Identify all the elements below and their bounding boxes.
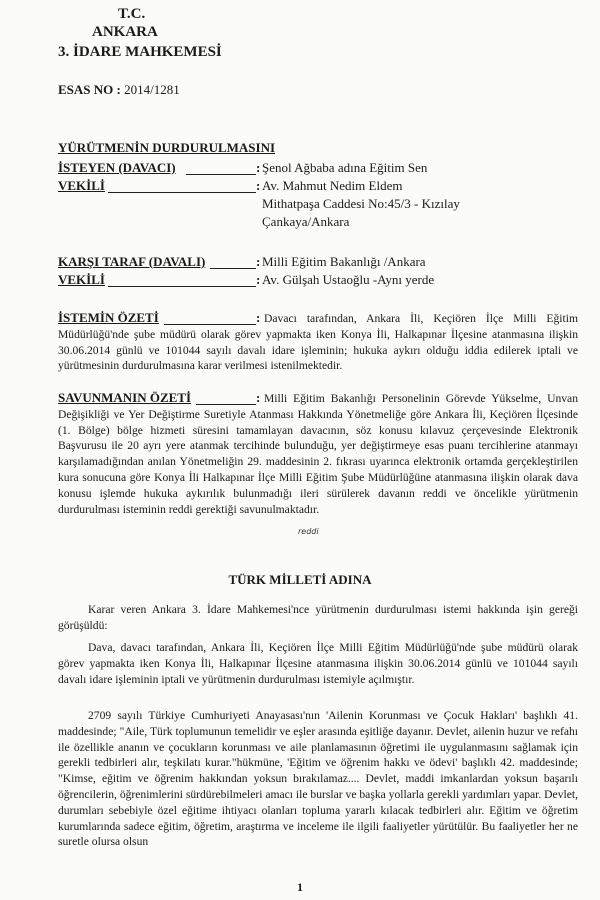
esas-number xyxy=(58,82,180,98)
header-court: 3. İDARE MAHKEMESİ xyxy=(58,44,222,60)
decision-paragraph-2: Dava, davacı tarafından, Ankara İli, Keçiören İlçe Milli Eğitim Müdürlüğü'nde şube müdürü olarak görev yapmakta iken Konya İli, Halkapınar İlçesine atanmasına ilişkin 30.06.2014 günlü ve 101044 sayılı davalı idare işleminin iptali ve yürütmenin durdurulması istemiyle açılmıştır. xyxy=(58,641,578,686)
defense-summary-label: SAVUNMANIN ÖZETİ xyxy=(58,390,192,405)
esas-label: ESAS NO : xyxy=(58,82,121,97)
plaintiff-attorney-address2: Çankaya/Ankara xyxy=(262,214,350,229)
defendant-fill-line xyxy=(210,268,256,269)
plaintiff-attorney-address1: Mithatpaşa Caddesi No:45/3 - Kızılay xyxy=(262,196,460,211)
plaintiff-attorney-name: Av. Mahmut Nedim Eldem xyxy=(262,178,403,193)
request-title: YÜRÜTMENİN DURDURULMASINI xyxy=(58,140,276,155)
handwritten-note: reddi xyxy=(298,527,319,536)
esas-value: 2014/1281 xyxy=(124,82,180,97)
defendant-attorney-value: Av. Gülşah Ustaoğlu -Aynı yerde xyxy=(262,272,435,287)
header-tc: T.C. xyxy=(118,6,146,22)
document-page: T.C. ANKARA 3. İDARE MAHKEMESİ ESAS NO : 2014/1281 YÜRÜTMENİN DURDURULMASINI İSTEYEN (DAVACI) : Şenol Ağbaba adına Eğitim Sen VEKİLİ : Av. Mahmut Nedim Eldem Mithatpaşa Caddesi No:45/3 - Kızılay Çankaya/Ankara KARŞI TARAF (DAVALI) : Milli Eğitim Bakanlığı /Ankara VEKİLİ : Av. Gülşah Ustaoğlu -Aynı yerde İSTEMİN ÖZETİ : Davacı tarafından, Ankara İli, Keçiören İlçe Milli Eğitim Müdürlüğü'nde şube müdürü olarak görev yapmakta iken Konya İli, Halkapınar İlçesine atanmasına ilişkin 30.06.2014 günlü ve 101044 sayılı davalı idare işleminin; hukuka aykırı olduğu iddia edilerek iptali ve yürütmesinin durdurulmasına karar verilmesi istenilmektedir. SAVUNMANIN ÖZETİ : Milli Eğitim Bakanlığı Personelinin Görevde Yükselme, Unvan Değişikliği ve Yer Değiştirme Suretiyle Atanması Hakkında Yönetmeliğe göre Ankara İli, Keçiören İlçesinde (1. Bölge) bölge hizmeti süresini tamamlayan davacının, söz konusu kılavuz çerçevesinde Elektronik Başvurusu ile 20 ayrı yere atanmak tercihinde bulunduğu, yer değiştirmeye esas puanı tercihlerine atanmayı karşılamadığından anılan Yönetmeliğin 29. maddesinin 2. fıkrası uyarınca elektronik ortamda gerçekleştirilen kura sonucuna göre Konya İli Halkapınar İlçe Milli Eğitim Şube Müdürlüğüne atanmasına ilişkin olarak dava konusu işlemde hukuka aykırılık bulunmadığı ileri sürülerek davanın reddi ve öncelikle yürütmenin durdurulması isteminin reddi gerektiği savunulmaktadır. reddi TÜRK MİLLETİ ADINA Karar veren Ankara 3. İdare Mahkemesi'nce yürütmenin durdurulması istemi hakkında işin gereği görüşüldü: Dava, davacı tarafından, Ankara İli, Keçiören İlçe Milli Eğitim Müdürlüğü'nde şube müdürü olarak görev yapmakta iken Konya İli, Halkapınar İlçesine atanmasına ilişkin 30.06.2014 günlü ve 101044 sayılı davalı idare işleminin iptali ve yürütmenin durdurulması istemiyle açılmıştır. 2709 sayılı Türkiye Cumhuriyeti Anayasası'nın 'Ailenin Korunması ve Çocuk Hakları' başlıklı 41. maddesinde; "Aile, Türk toplumunun temelidir ve eşler arasında eşitliğe dayanır. Devlet, ailenin huzur ve refahı ile özellikle ananın ve çocukların korunması ve aile planlamasının öğretimi ile uygulanmasını sağlamak için gerekli tedbirleri alır, teşkilatı kurar."hükmüne, 'Eğitim ve öğrenim hakkı ve ödevi' başlıklı 42. maddesinde; "Kimse, eğitim ve öğrenim hakkından yoksun bırakılamaz.... Devlet, maddi imkanlardan yoksun başarılı öğrencilerin, öğrenimlerini sürdürebilmeleri amacı ile burslar ve başka yollarla gerekli yardımları yapar. Devlet, durumları sebebiyle özel eğitime ihtiyacı olanları topluma yararlı kılacak tedbirleri alır. Eğitim ve öğretim kurumlarında sadece eğitim, öğretim, araştırma ve inceleme ile ilgili faaliyetler yürütülür. Bu faaliyetler her ne suretle olursa olsun 1 xyxy=(0,0,600,900)
decision-title: TÜRK MİLLETİ ADINA xyxy=(228,572,372,587)
plaintiff-fill-line xyxy=(186,174,256,175)
plaintiff-label: İSTEYEN (DAVACI) xyxy=(58,160,176,175)
defendant-attorney-fill-line xyxy=(108,286,256,287)
defendant-attorney-label: VEKİLİ xyxy=(58,272,105,287)
defense-summary-text: Milli Eğitim Bakanlığı Personelinin Görevde Yükselme, Unvan Değişikliği ve Yer Değiştirme Suretiyle Atanması Hakkında Yönetmeliğe göre Ankara İli, Keçiören İlçesinde (1. Bölge) bölge hizmeti süresini tamamlayan davacının, söz konusu kılavuz çerçevesinde Elektronik Başvurusu ile 20 ayrı yere atanmak tercihinde bulunduğu, yer değiştirmeye esas puanı tercihlerine atanmayı karşılamadığından anılan Yönetmeliğin 29. maddesinin 2. fıkrası uyarınca elektronik ortamda gerçekleştirilen kura sonucuna göre Konya İli Halkapınar İlçe Milli Eğitim Şube Müdürlüğüne atanmasına ilişkin olarak dava konusu işlemde hukuka aykırılık bulunmadığı ileri sürülerek davanın reddi ve öncelikle yürütmenin durdurulması isteminin reddi gerektiği savunulmaktadır. xyxy=(58,392,578,516)
plaintiff-attorney-fill-line xyxy=(108,192,256,193)
header-city: ANKARA xyxy=(92,24,158,40)
plaintiff-attorney-label: VEKİLİ xyxy=(58,178,105,193)
defendant-value: Milli Eğitim Bakanlığı /Ankara xyxy=(262,254,426,269)
request-summary-text: Davacı tarafından, Ankara İli, Keçiören İlçe Milli Eğitim Müdürlüğü'nde şube müdürü olarak görev yapmakta iken Konya İli, Halkapınar İlçesine atanmasına ilişkin 30.06.2014 günlü ve 101044 sayılı davalı idare işleminin; hukuka aykırı olduğu iddia edilerek iptali ve yürütmesinin durdurulmasına karar verilmesi istenilmektedir. xyxy=(58,312,578,373)
request-summary-label: İSTEMİN ÖZETİ xyxy=(58,310,159,325)
decision-paragraph-1: Karar veren Ankara 3. İdare Mahkemesi'nce yürütmenin durdurulması istemi hakkında işin gereği görüşüldü: xyxy=(58,603,578,632)
decision-paragraph-3: 2709 sayılı Türkiye Cumhuriyeti Anayasası'nın 'Ailenin Korunması ve Çocuk Hakları' başlıklı 41. maddesinde; "Aile, Türk toplumunun temelidir ve eşler arasında eşitliğe dayanır. Devlet, ailenin huzur ve refahı ile özellikle ananın ve çocukların korunması ve aile planlamasının öğretimi ile uygulanmasını sağlamak için gerekli tedbirleri alır, teşkilatı kurar."hükmüne, 'Eğitim ve öğrenim hakkı ve ödevi' başlıklı 42. maddesinde; "Kimse, eğitim ve öğrenim hakkından yoksun bırakılamaz.... Devlet, maddi imkanlardan yoksun başarılı öğrencilerin, öğrenimlerini sürdürebilmeleri amacı ile burslar ve başka yollarla gerekli yardımları yapar. Devlet, durumları sebebiyle özel eğitime ihtiyacı olanları topluma yararlı kılacak tedbirleri alır. Eğitim ve öğretim kurumlarında sadece eğitim, öğretim, araştırma ve inceleme ile ilgili faaliyetler yürütülür. Bu faaliyetler her ne suretle olursa olsun xyxy=(58,709,578,849)
page-number: 1 xyxy=(297,880,303,894)
plaintiff-value: Şenol Ağbaba adına Eğitim Sen xyxy=(262,160,428,175)
defendant-label: KARŞI TARAF (DAVALI) xyxy=(58,254,206,269)
